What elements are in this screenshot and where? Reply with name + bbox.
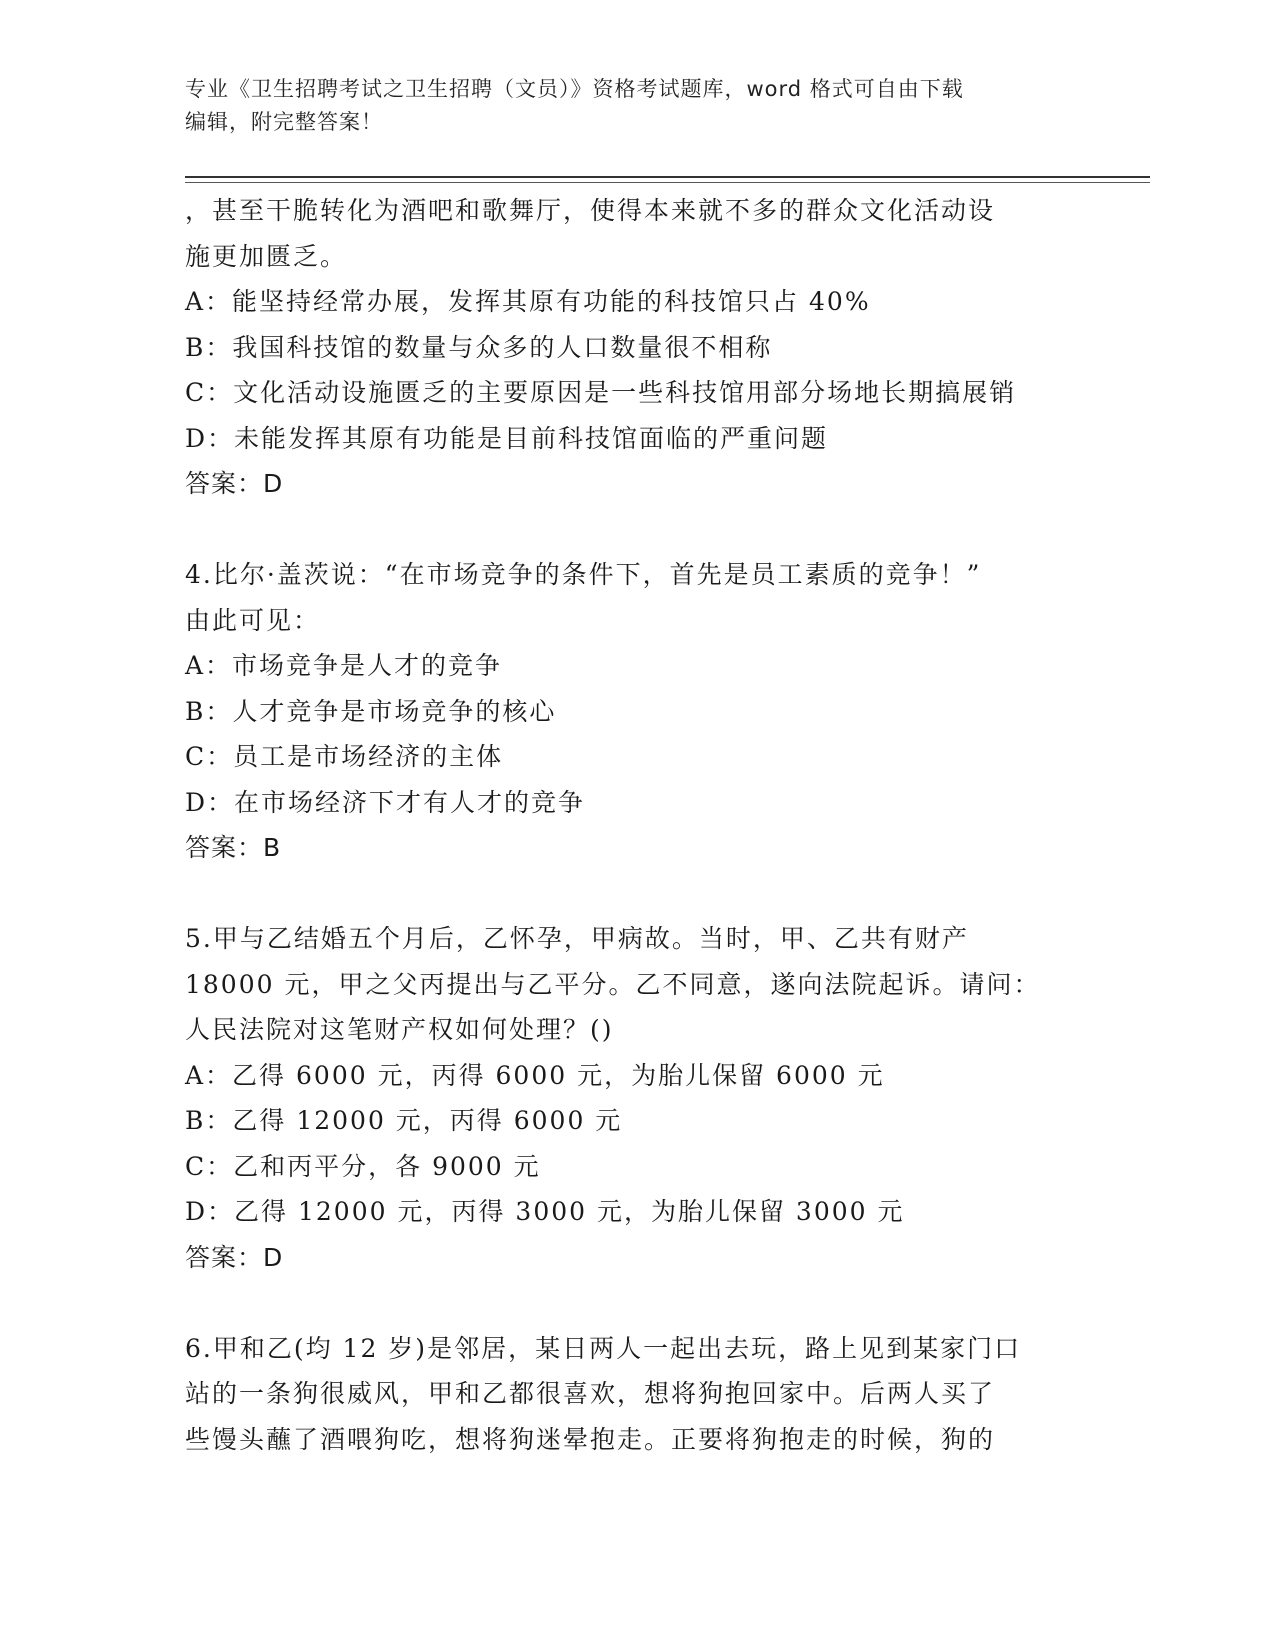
page-header bbox=[185, 73, 1065, 139]
question-text-line: 5.甲与乙结婚五个月后，乙怀孕，甲病故。当时，甲、乙共有财产 bbox=[185, 924, 969, 953]
header-line-1: 专业《卫生招聘考试之卫生招聘（文员）》资格考试题库，word 格式可自由下载 bbox=[185, 77, 964, 101]
header-divider-thin bbox=[185, 182, 1150, 183]
option-b: B：我国科技馆的数量与众多的人口数量很不相称 bbox=[185, 332, 773, 362]
option-c: C：员工是市场经济的主体 bbox=[185, 742, 504, 771]
question-text-line: 些馒头蘸了酒喂狗吃，想将狗迷晕抱走。正要将狗抱走的时候，狗的 bbox=[185, 1424, 996, 1454]
answer-line: 答案：D bbox=[185, 1242, 284, 1272]
option-b: B：乙得 12000 元，丙得 6000 元 bbox=[185, 1106, 623, 1135]
question-text-line: ，甚至干脆转化为酒吧和歌舞厅，使得本来就不多的群众文化活动设 bbox=[185, 196, 996, 225]
question-text-line: 4.比尔·盖茨说：“在市场竞争的条件下，首先是员工素质的竞争！” bbox=[185, 560, 982, 589]
option-a: A：乙得 6000 元，丙得 6000 元，为胎儿保留 6000 元 bbox=[185, 1060, 885, 1090]
header-divider-thick bbox=[185, 176, 1150, 178]
question-text-line: 6.甲和乙(均 12 岁)是邻居，某日两人一起出去玩，路上见到某家门口 bbox=[185, 1333, 1022, 1363]
spacer bbox=[185, 1280, 1085, 1326]
question-text-line: 站的一条狗很威风，甲和乙都很喜欢，想将狗抱回家中。后两人买了 bbox=[185, 1379, 996, 1408]
option-a: A：市场竞争是人才的竞争 bbox=[185, 651, 503, 680]
option-b: B：人才竞争是市场竞争的核心 bbox=[185, 696, 557, 726]
option-d: D：未能发挥其原有功能是目前科技馆面临的严重问题 bbox=[185, 423, 829, 453]
question-text-line: 18000 元，甲之父丙提出与乙平分。乙不同意，遂向法院起诉。请问： bbox=[185, 969, 1041, 999]
option-c: C：乙和丙平分，各 9000 元 bbox=[185, 1151, 541, 1181]
spacer bbox=[185, 871, 1085, 917]
question-text-line: 由此可见： bbox=[185, 605, 321, 635]
spacer bbox=[185, 507, 1085, 553]
option-d: D：在市场经济下才有人才的竞争 bbox=[185, 787, 586, 817]
question-text-line: 施更加匮乏。 bbox=[185, 241, 348, 271]
header-line-2: 编辑，附完整答案！ bbox=[185, 110, 383, 134]
document-body bbox=[185, 188, 1085, 1462]
question-3-continuation bbox=[185, 188, 1085, 507]
question-5 bbox=[185, 916, 1085, 1280]
option-d: D：乙得 12000 元，丙得 3000 元，为胎儿保留 3000 元 bbox=[185, 1197, 905, 1226]
option-c: C：文化活动设施匮乏的主要原因是一些科技馆用部分场地长期搞展销 bbox=[185, 378, 1017, 407]
answer-line: 答案：D bbox=[185, 469, 284, 498]
question-6 bbox=[185, 1326, 1085, 1463]
question-text-line: 人民法院对这笔财产权如何处理？() bbox=[185, 1015, 614, 1044]
answer-line: 答案：B bbox=[185, 833, 282, 862]
option-a: A：能坚持经常办展，发挥其原有功能的科技馆只占 40% bbox=[185, 287, 871, 316]
question-4 bbox=[185, 552, 1085, 871]
